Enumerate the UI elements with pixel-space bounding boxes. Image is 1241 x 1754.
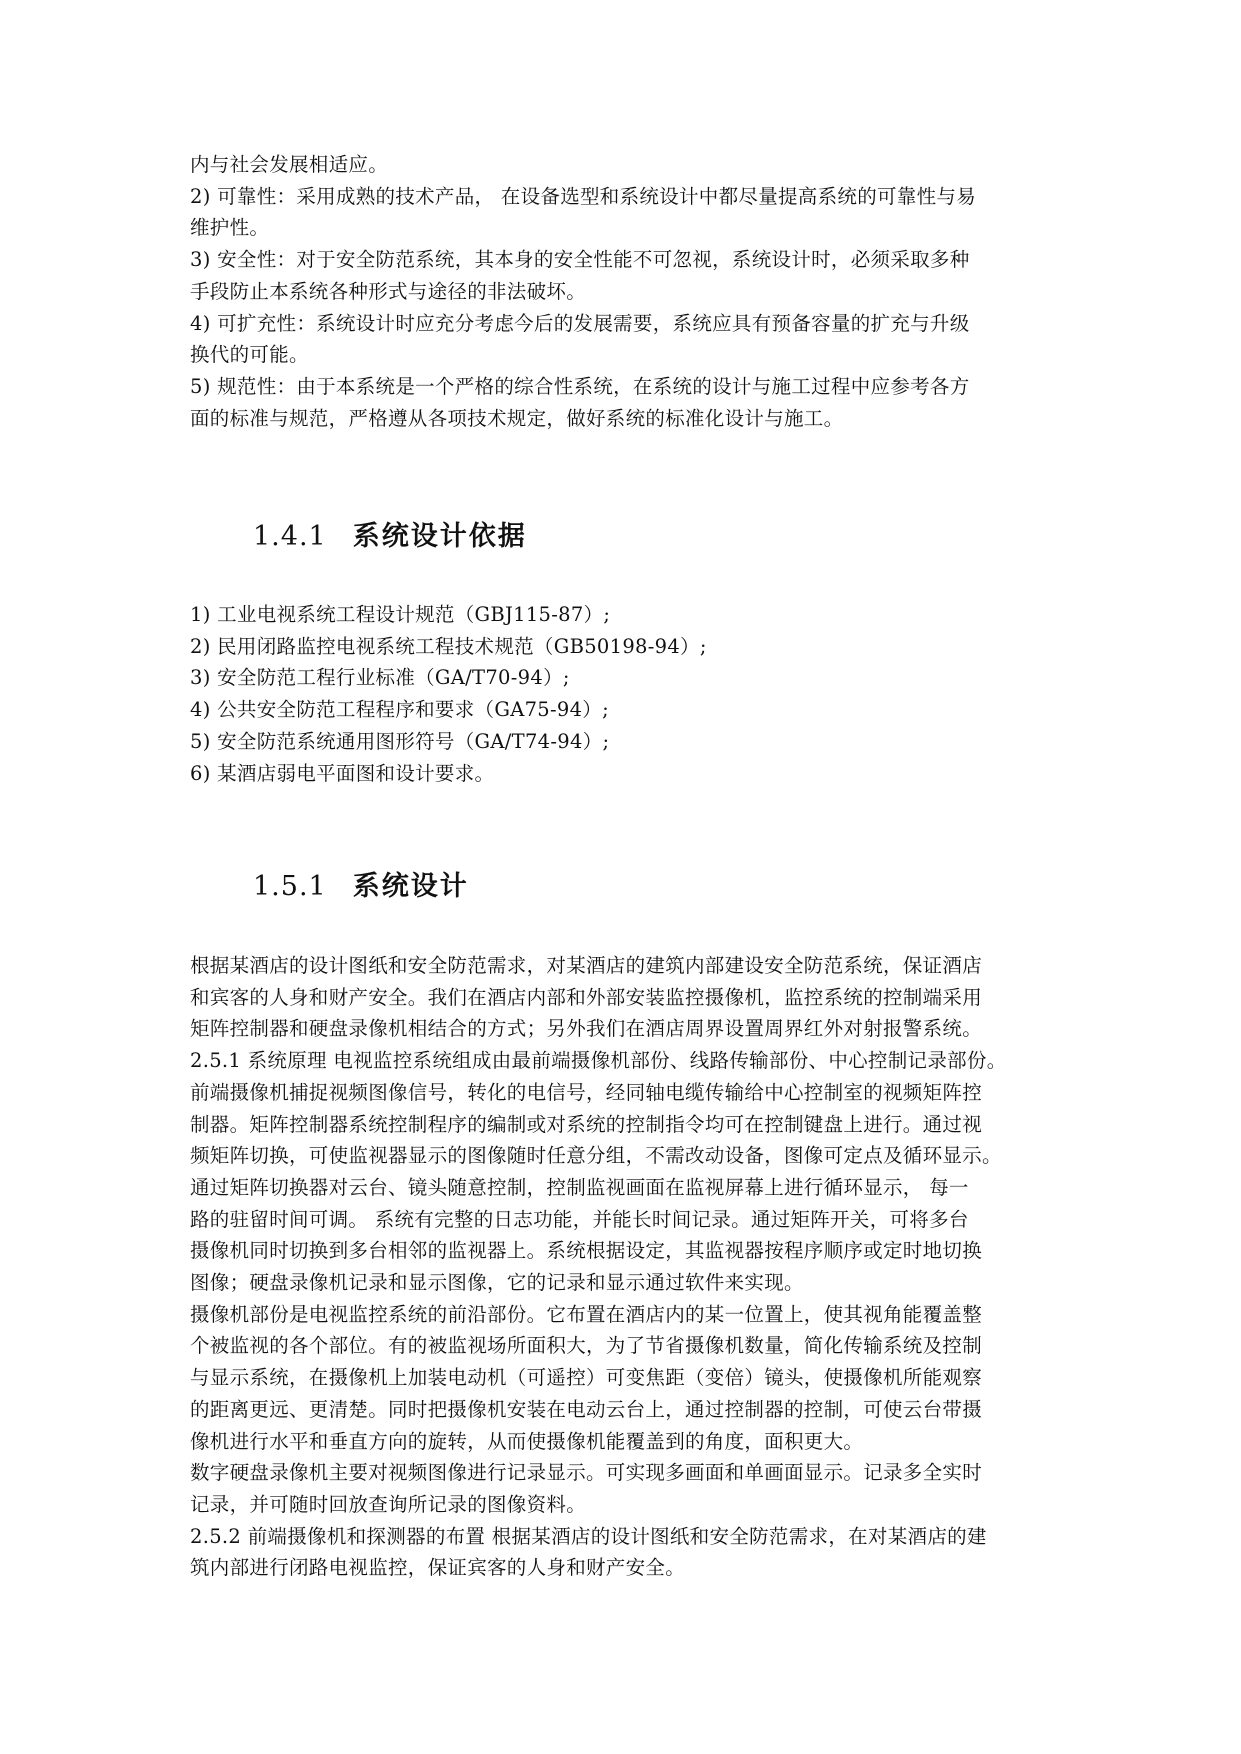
text-line: 的距离更远、更清楚。同时把摄像机安装在电动云台上，通过控制器的控制，可使云台带摄 bbox=[190, 1397, 983, 1421]
text-line: 记录，并可随时回放查询所记录的图像资料。 bbox=[190, 1492, 587, 1516]
section-heading-1-4-1 bbox=[253, 520, 527, 554]
text-line: 前端摄像机捕捉视频图像信号，转化的电信号，经同轴电缆传输给中心控制室的视频矩阵控 bbox=[190, 1080, 983, 1104]
text-line: 换代的可能。 bbox=[190, 343, 309, 367]
text-line: 2) 可靠性：采用成熟的技术产品， 在设备选型和系统设计中都尽量提高系统的可靠性与易 bbox=[190, 184, 977, 208]
text-line: 摄像机部份是电视监控系统的前沿部份。它布置在酒店内的某一位置上，使其视角能覆盖整 bbox=[190, 1302, 983, 1326]
text-line: 手段防止本系统各种形式与途径的非法破坏。 bbox=[190, 279, 587, 303]
text-line: 路的驻留时间可调。 系统有完整的日志功能，并能长时间记录。通过矩阵开关，可将多台 bbox=[190, 1207, 969, 1231]
text-line: 面的标准与规范，严格遵从各项技术规定，做好系统的标准化设计与施工。 bbox=[190, 406, 844, 430]
list-item: 5) 安全防范系统通用图形符号（GA/T74-94）; bbox=[190, 729, 610, 753]
text-line: 图像；硬盘录像机记录和显示图像，它的记录和显示通过软件来实现。 bbox=[190, 1271, 804, 1295]
list-item: 6) 某酒店弱电平面图和设计要求。 bbox=[190, 761, 495, 785]
text-line: 数字硬盘录像机主要对视频图像进行记录显示。可实现多画面和单画面显示。记录多全实时 bbox=[190, 1461, 983, 1485]
section-title: 系统设计依据 bbox=[352, 521, 527, 552]
section-number: 1.5.1 bbox=[253, 871, 327, 902]
text-line: 内与社会发展相适应。 bbox=[190, 153, 389, 176]
intro-paragraphs bbox=[190, 149, 1060, 434]
section-title: 系统设计 bbox=[352, 871, 469, 902]
section-heading-1-5-1 bbox=[253, 870, 469, 904]
text-line: 根据某酒店的设计图纸和安全防范需求，对某酒店的建筑内部建设安全防范系统，保证酒店 bbox=[190, 954, 983, 977]
text-line: 频矩阵切换，可使监视器显示的图像随时任意分组，不需改动设备，图像可定点及循环显示。 bbox=[190, 1144, 1002, 1168]
design-basis-list bbox=[190, 599, 1060, 789]
section-number: 1.4.1 bbox=[253, 521, 327, 552]
text-line: 通过矩阵切换器对云台、镜头随意控制，控制监视画面在监视屏幕上进行循环显示， 每一 bbox=[190, 1175, 969, 1199]
text-line: 4) 可扩充性：系统设计时应充分考虑今后的发展需要，系统应具有预备容量的扩充与升级 bbox=[190, 311, 970, 335]
text-line: 2.5.1 系统原理 电视监控系统组成由最前端摄像机部份、线路传输部份、中心控制记录部份。 bbox=[190, 1049, 1007, 1073]
text-line: 摄像机同时切换到多台相邻的监视器上。系统根据设定，其监视器按程序顺序或定时地切换 bbox=[190, 1239, 983, 1263]
text-line: 筑内部进行闭路电视监控，保证宾客的人身和财产安全。 bbox=[190, 1556, 686, 1580]
list-item: 3) 安全防范工程行业标准（GA/T70-94）; bbox=[190, 666, 570, 690]
text-line: 3) 安全性：对于安全防范系统，其本身的安全性能不可忽视，系统设计时，必须采取多种 bbox=[190, 248, 970, 272]
text-line: 与显示系统，在摄像机上加装电动机（可遥控）可变焦距（变倍）镜头，使摄像机所能观察 bbox=[190, 1366, 983, 1390]
text-line: 个被监视的各个部位。有的被监视场所面积大，为了节省摄像机数量，简化传输系统及控制 bbox=[190, 1334, 983, 1358]
list-item: 1) 工业电视系统工程设计规范（GBJ115-87）; bbox=[190, 603, 611, 626]
text-line: 维护性。 bbox=[190, 216, 270, 240]
system-design-body bbox=[190, 950, 1060, 1584]
text-line: 制器。矩阵控制器系统控制程序的编制或对系统的控制指令均可在控制键盘上进行。通过视 bbox=[190, 1112, 983, 1136]
text-line: 2.5.2 前端摄像机和探测器的布置 根据某酒店的设计图纸和安全防范需求，在对某酒店的建 bbox=[190, 1524, 987, 1548]
text-line: 和宾客的人身和财产安全。我们在酒店内部和外部安装监控摄像机，监控系统的控制端采用 bbox=[190, 985, 983, 1009]
text-line: 矩阵控制器和硬盘录像机相结合的方式；另外我们在酒店周界设置周界红外对射报警系统。 bbox=[190, 1017, 983, 1041]
list-item: 2) 民用闭路监控电视系统工程技术规范（GB50198-94）; bbox=[190, 634, 707, 658]
text-line: 5) 规范性：由于本系统是一个严格的综合性系统，在系统的设计与施工过程中应参考各方 bbox=[190, 374, 970, 398]
list-item: 4) 公共安全防范工程程序和要求（GA75-94）; bbox=[190, 698, 609, 722]
text-line: 像机进行水平和垂直方向的旋转，从而使摄像机能覆盖到的角度，面积更大。 bbox=[190, 1429, 864, 1453]
